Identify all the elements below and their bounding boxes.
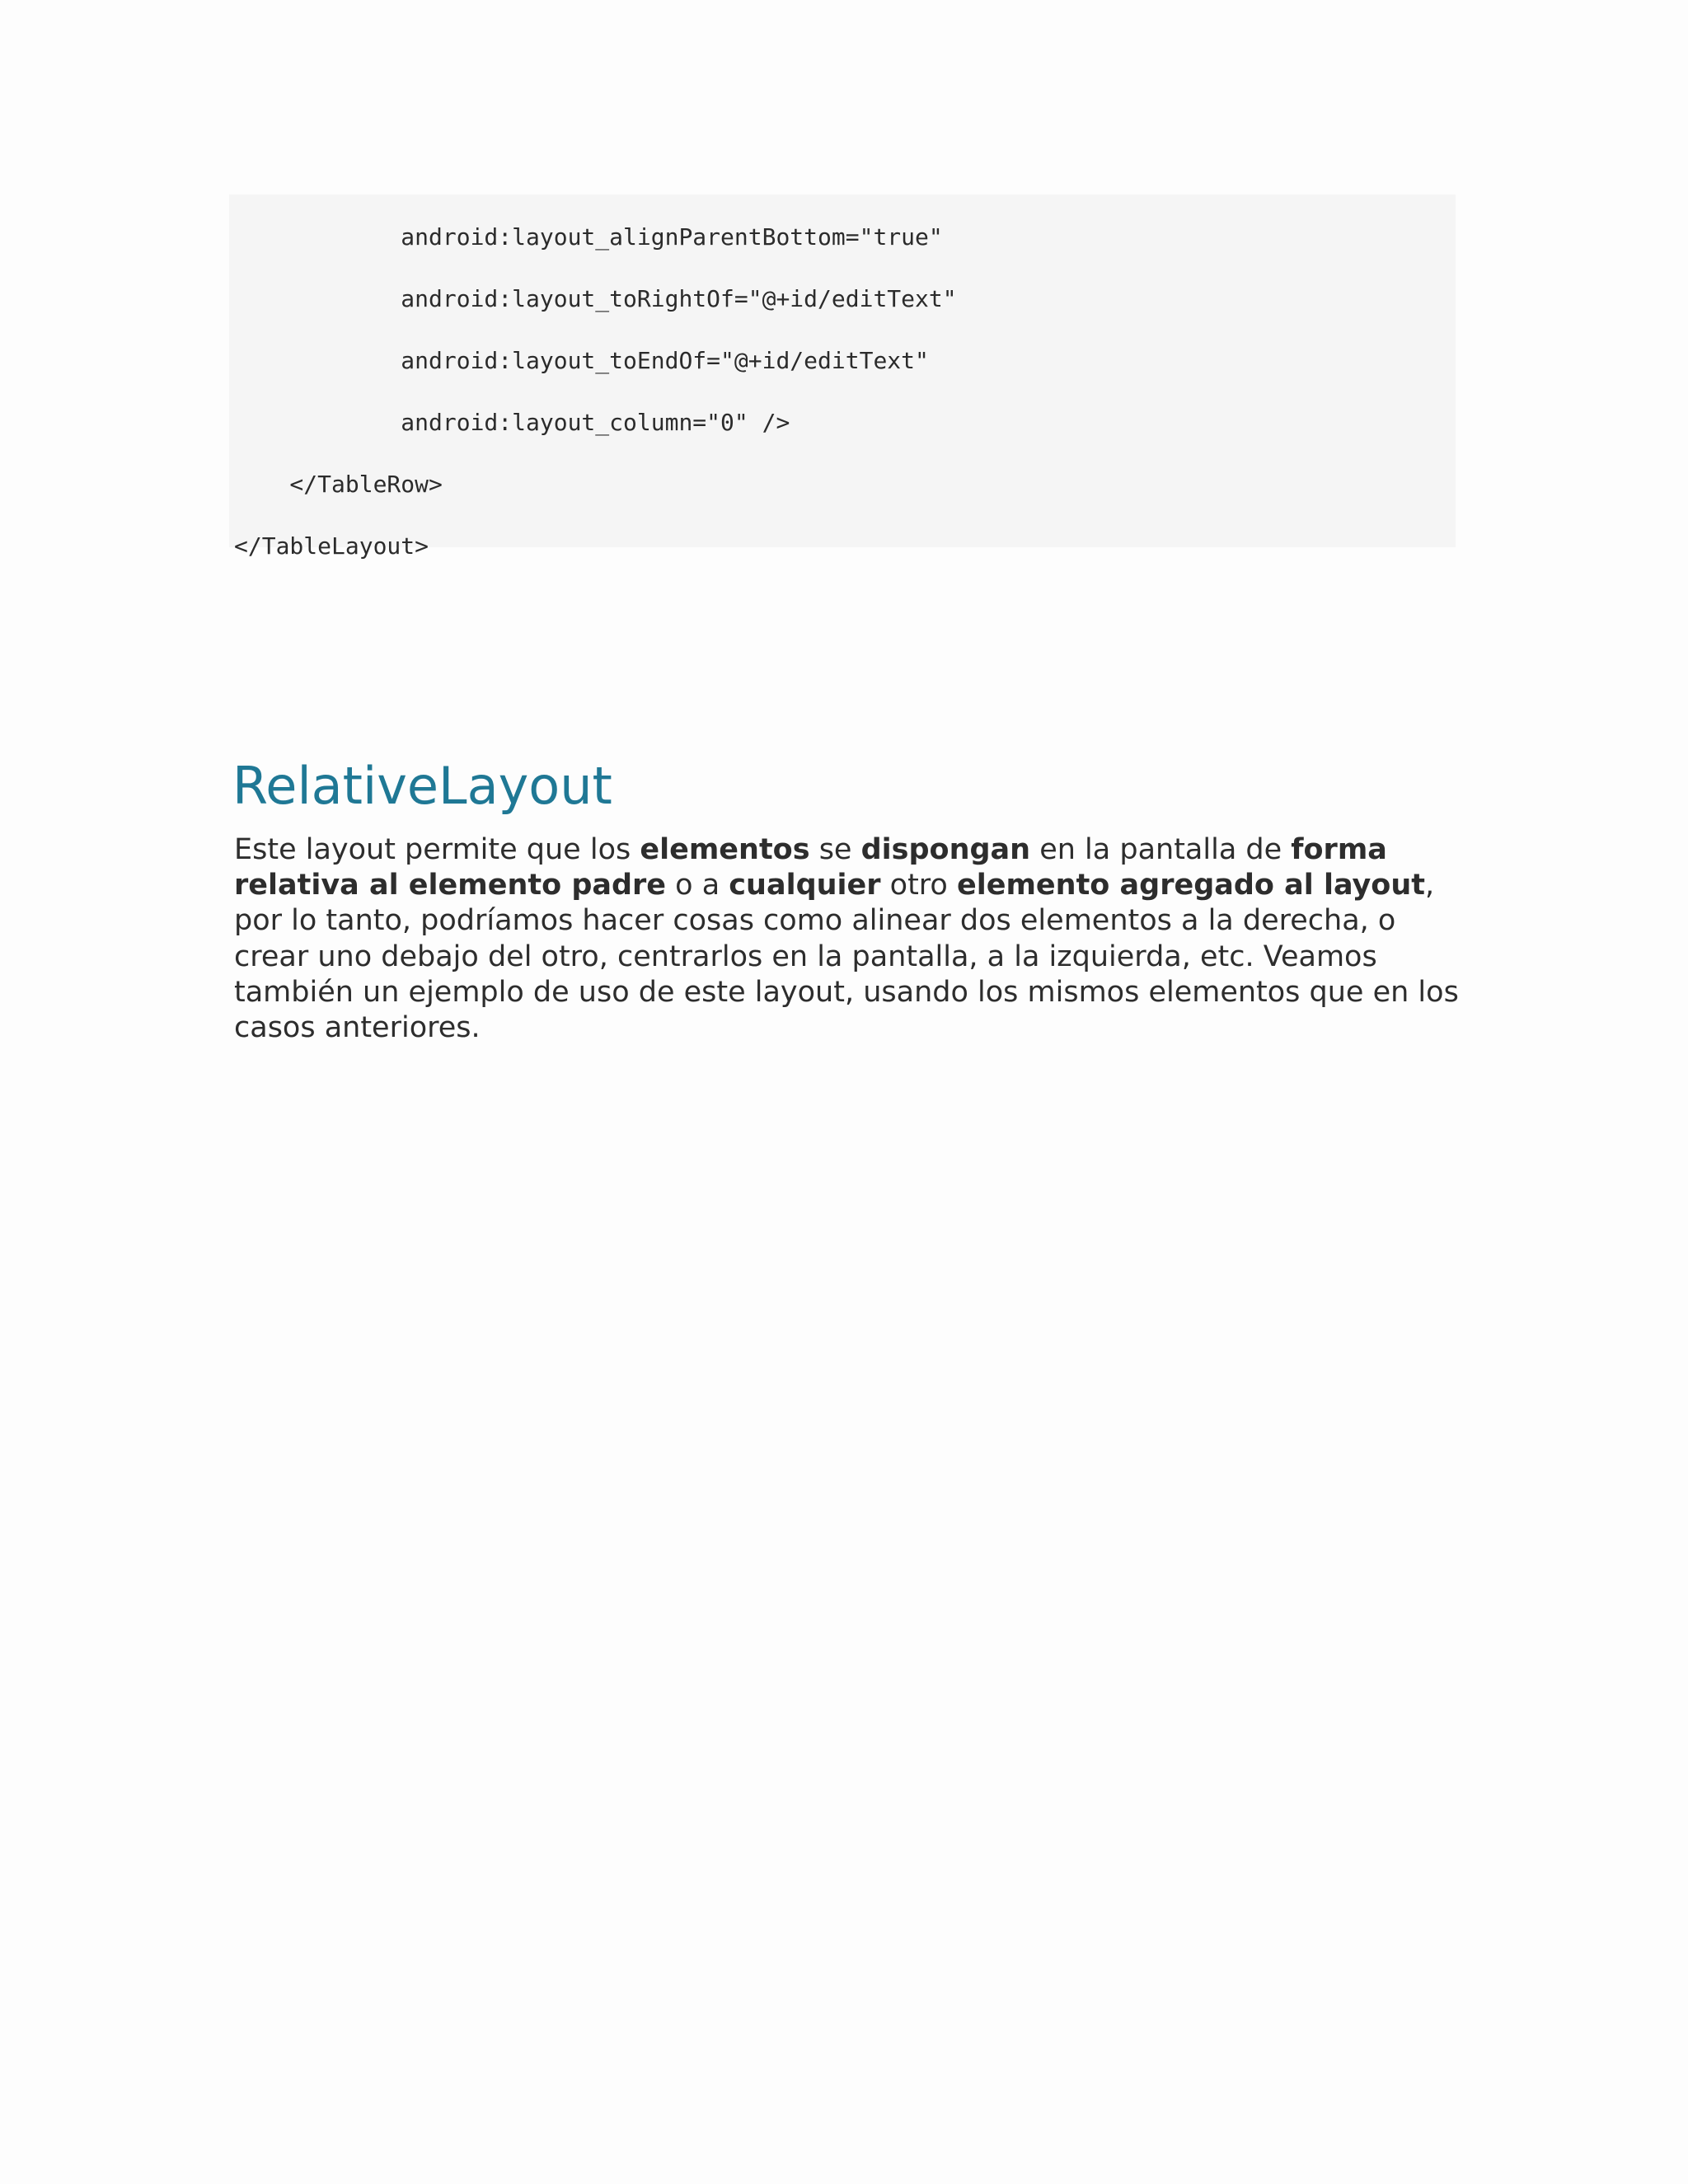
code-line: android:layout_alignParentBottom="true" bbox=[234, 223, 943, 251]
paragraph-text: otro bbox=[880, 869, 957, 902]
code-line: android:layout_toEndOf="@+id/editText" bbox=[234, 347, 929, 374]
section-heading: RelativeLayout bbox=[232, 756, 612, 816]
paragraph-text: se bbox=[809, 833, 861, 866]
paragraph-text: Este layout permite que los bbox=[234, 833, 640, 866]
paragraph-text: en la pantalla de bbox=[1030, 833, 1292, 866]
paragraph-bold-text: dispongan bbox=[860, 833, 1031, 866]
section-paragraph bbox=[234, 832, 1462, 1046]
code-line: </TableLayout> bbox=[234, 532, 429, 560]
code-line: </TableRow> bbox=[234, 471, 443, 498]
code-block bbox=[229, 194, 1456, 560]
paragraph-bold-text: cualquier bbox=[729, 869, 881, 902]
code-line: android:layout_toRightOf="@+id/editText" bbox=[234, 285, 957, 312]
paragraph-bold-text: elemento agregado al layout bbox=[956, 869, 1426, 902]
paragraph-text: o a bbox=[666, 869, 729, 902]
paragraph-text: , por lo tanto, podríamos hacer cosas como alinear dos elementos a la derecha, o crear uno debajo del otro, centrarlos en la pantalla, a la izquierda, etc. Veamos también un ejemplo de uso de este layout, usando los mismos elementos que en los casos anteriores. bbox=[234, 869, 1459, 1045]
paragraph-bold-text: forma relativa al elemento padre bbox=[234, 833, 1387, 902]
paragraph-bold-text: elementos bbox=[640, 833, 810, 866]
code-line: android:layout_column="0" /> bbox=[234, 409, 790, 436]
